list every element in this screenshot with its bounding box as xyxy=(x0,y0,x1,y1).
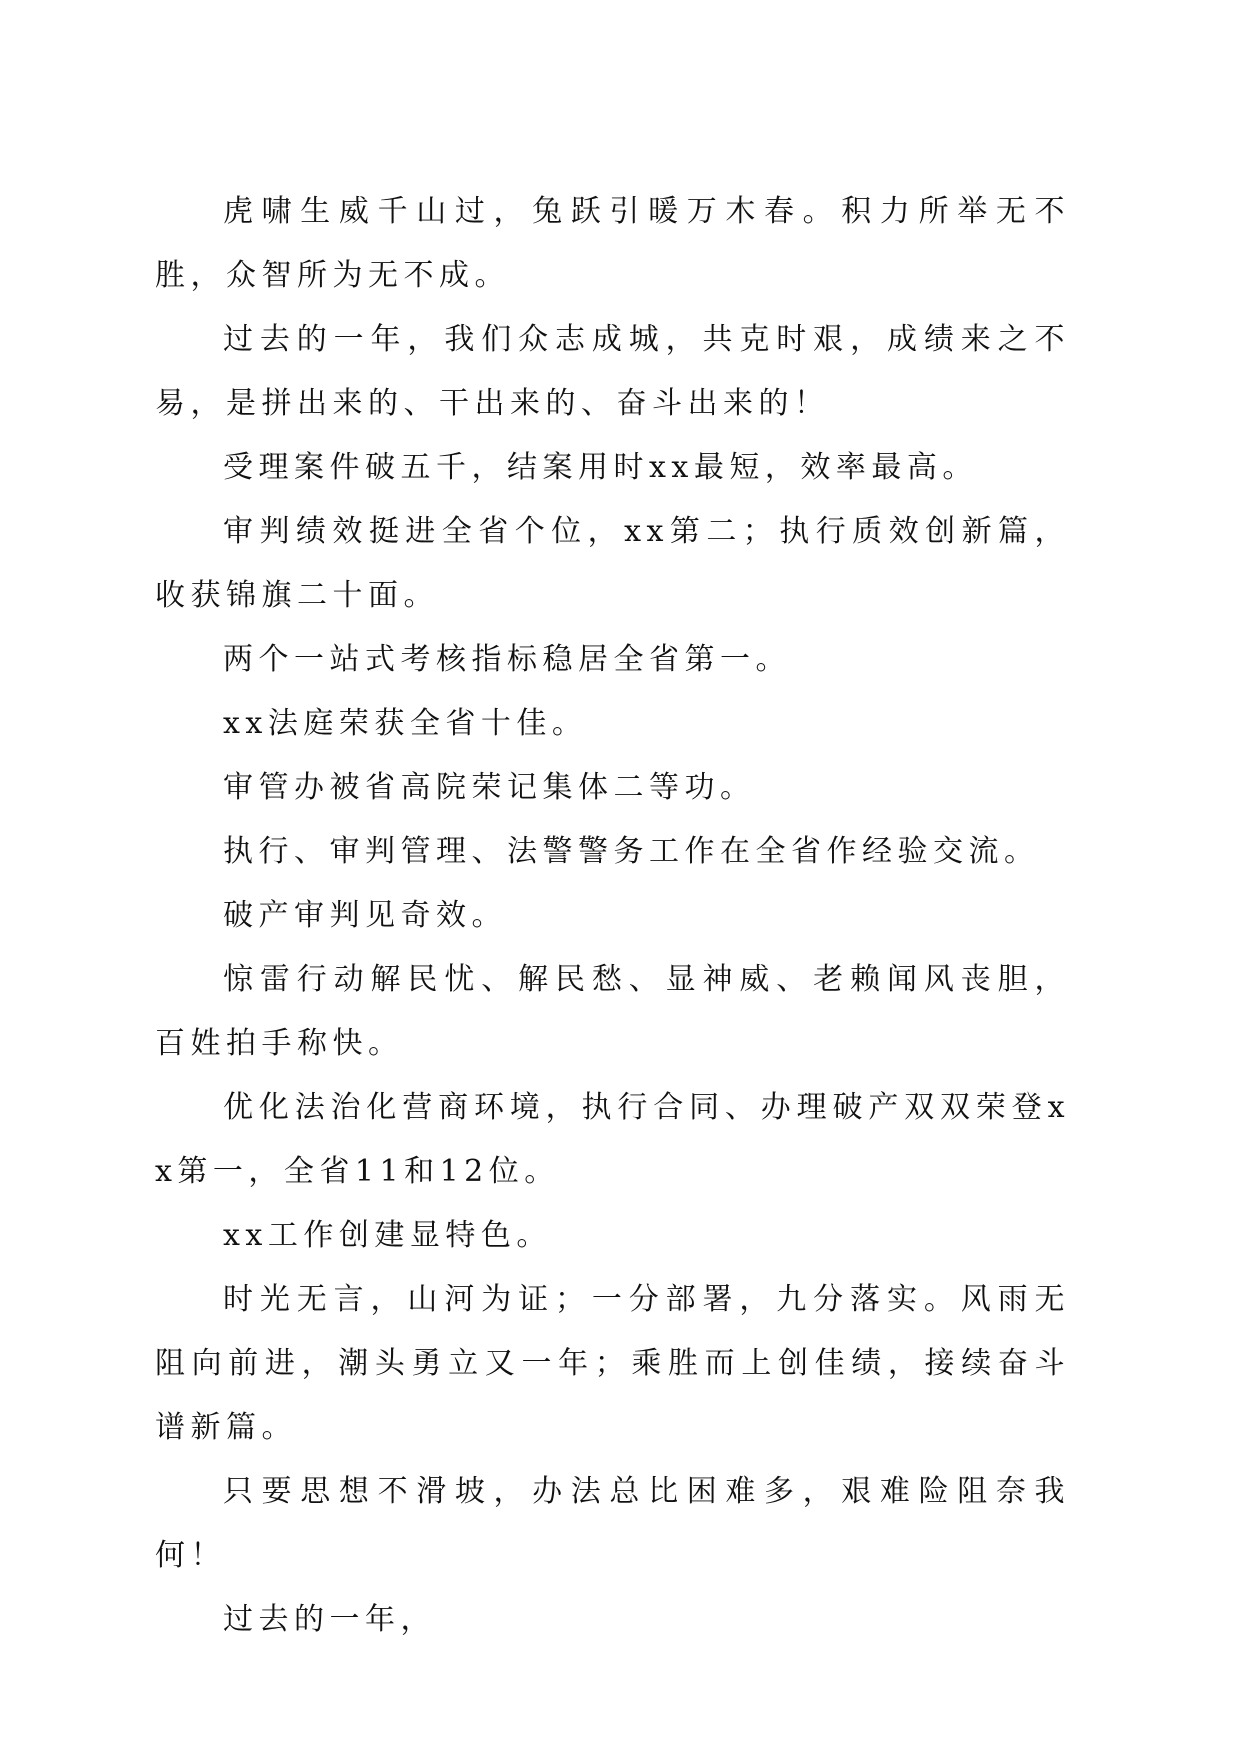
paragraph: 时光无言，山河为证；一分部署，九分落实。风雨无阻向前进，潮头勇立又一年；乘胜而上创佳绩，接续奋斗谱新篇。 xyxy=(155,1282,1070,1445)
paragraph: 过去的一年， xyxy=(223,1602,436,1637)
paragraph: 审管办被省高院荣记集体二等功。 xyxy=(223,770,756,805)
paragraph: xx工作创建显特色。 xyxy=(223,1218,552,1253)
paragraph: xx法庭荣获全省十佳。 xyxy=(223,706,588,741)
paragraph: 优化法治化营商环境，执行合同、办理破产双双荣登xx第一，全省11和12位。 xyxy=(155,1090,1070,1189)
paragraph: 执行、审判管理、法警警务工作在全省作经验交流。 xyxy=(223,834,1040,869)
paragraph: 过去的一年，我们众志成城，共克时艰，成绩来之不易，是拼出来的、干出来的、奋斗出来的！ xyxy=(155,322,1070,421)
paragraph: 审判绩效挺进全省个位，xx第二；执行质效创新篇，收获锦旗二十面。 xyxy=(155,514,1070,613)
paragraph: 受理案件破五千，结案用时xx最短，效率最高。 xyxy=(223,450,978,485)
paragraph: 破产审判见奇效。 xyxy=(223,898,507,933)
document-body xyxy=(155,180,1070,1652)
paragraph: 惊雷行动解民忧、解民愁、显神威、老赖闻风丧胆，百姓拍手称快。 xyxy=(155,962,1070,1061)
paragraph: 两个一站式考核指标稳居全省第一。 xyxy=(223,642,791,677)
paragraph: 只要思想不滑坡，办法总比困难多，艰难险阻奈我何！ xyxy=(155,1474,1070,1573)
paragraph: 虎啸生威千山过，兔跃引暖万木春。积力所举无不胜，众智所为无不成。 xyxy=(155,194,1070,293)
